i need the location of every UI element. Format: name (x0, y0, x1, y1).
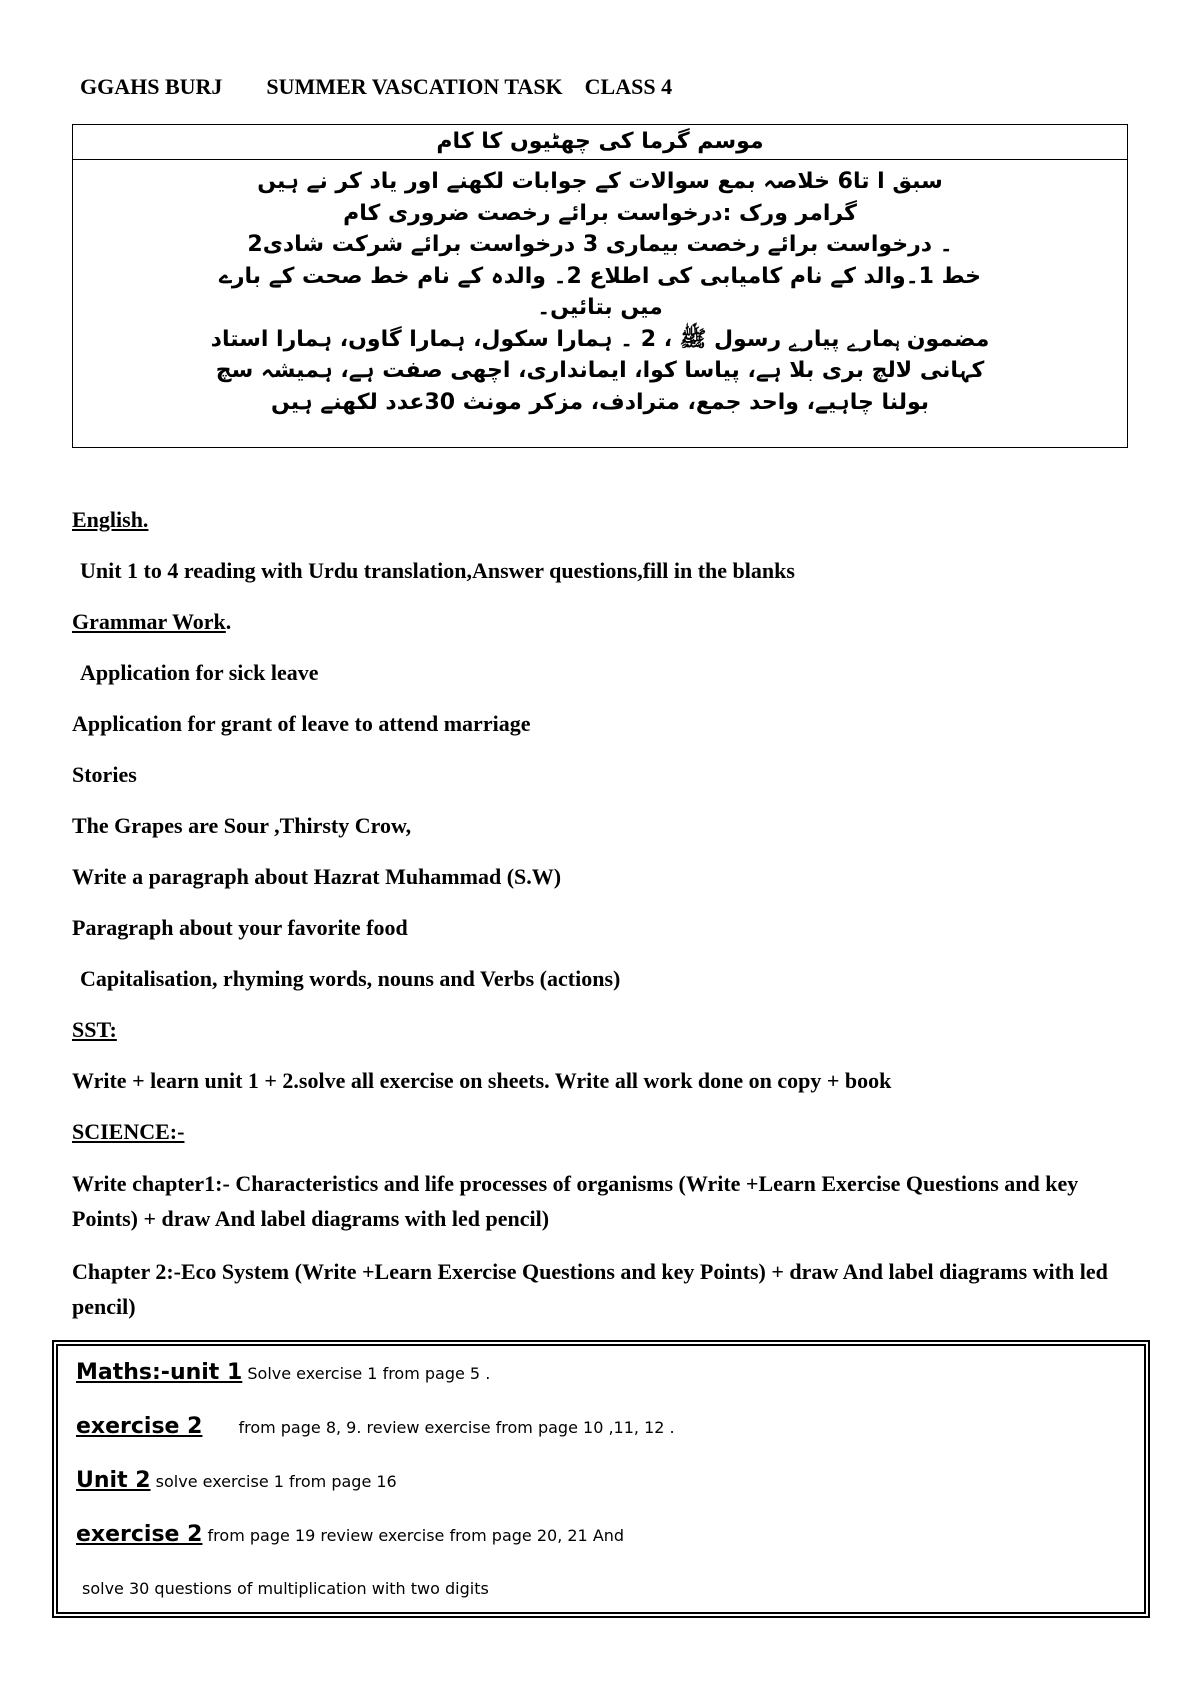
maths-row: solve 30 questions of multiplication with two digits (82, 1579, 489, 1598)
grammar-topics: Capitalisation, rhyming words, nouns and Verbs (actions) (80, 966, 621, 991)
grammar-heading: Grammar Work (72, 609, 226, 634)
stories-list: The Grapes are Sour ,Thirsty Crow, (72, 813, 412, 838)
urdu-line: ۔ درخواست برائے رخصت بیماری 3 درخواست برائے شرکت شادی2 (247, 232, 953, 257)
maths-row-text: from page 19 review exercise from page 20, 21 And (207, 1526, 625, 1545)
sst-heading: SST: (72, 1017, 117, 1042)
urdu-line: خط 1۔والد کے نام کامیابی کی اطلاع 2۔ والدہ کے نام خط صحت کے بارے (218, 263, 982, 289)
urdu-task-box (72, 124, 1128, 448)
urdu-line: بولنا چاہیے، واحد جمع، مترادف، مزکر مونث 30عدد لکھنے ہیں (270, 389, 930, 415)
urdu-box-body (73, 160, 1127, 418)
maths-row (76, 1464, 1126, 1518)
marriage-leave-item: Application for grant of leave to attend marriage (72, 711, 531, 736)
science-heading: SCIENCE:- (72, 1119, 185, 1144)
maths-row-text: Solve exercise 1 from page 5 . (247, 1364, 491, 1383)
urdu-line: گرامر ورک :درخواست برائے رخصت ضروری کام (343, 200, 857, 226)
maths-row-text: solve exercise 1 from page 16 (155, 1472, 397, 1491)
english-section (72, 503, 1142, 1342)
maths-exercise-label: exercise 2 (76, 1414, 203, 1439)
maths-row (76, 1410, 1126, 1464)
grammar-heading-line (72, 605, 1142, 656)
school-name: GGAHS BURJ (80, 74, 223, 99)
science-chapter-1: Write chapter1:- Characteristics and life processes of organisms (Write +Learn Exercise Questions and key Points) + draw And label diagrams with led pencil) (72, 1171, 1079, 1231)
science-chapter-2: Chapter 2:-Eco System (Write +Learn Exercise Questions and key Points) + draw And label diagrams with led pencil) (72, 1259, 1108, 1319)
sst-text: Write + learn unit 1 + 2.solve all exercise on sheets. Write all work done on copy + book (72, 1068, 892, 1093)
maths-row (76, 1356, 1126, 1410)
sick-leave-item: Application for sick leave (80, 660, 319, 685)
english-unit-line: Unit 1 to 4 reading with Urdu translation,Answer questions,fill in the blanks (80, 558, 795, 583)
maths-task-box (52, 1340, 1150, 1618)
urdu-line: مضمون ہمارے پیارے رسول ﷺ ، 2 ۔ ہمارا سکول، ہمارا گاوں، ہمارا استاد (210, 326, 990, 352)
task-title: SUMMER VASCATION TASK (266, 74, 563, 99)
maths-unit-1-label: Maths:-unit 1 (76, 1360, 243, 1385)
urdu-line: کہانی لالچ بری بلا ہے، پیاسا کوا، ایمانداری، اچھی صفت ہے، ہمیشہ سچ (215, 358, 985, 383)
document-header (80, 74, 672, 100)
paragraph-item-1: Write a paragraph about Hazrat Muhammad (S.W) (72, 864, 562, 889)
maths-exercise-label: exercise 2 (76, 1522, 203, 1547)
stories-heading: Stories (72, 762, 137, 787)
class-label: CLASS 4 (584, 74, 673, 99)
grammar-heading-dot: . (225, 609, 232, 634)
maths-row-text: from page 8, 9. review exercise from page 10 ,11, 12 . (238, 1418, 675, 1437)
urdu-box-title: موسم گرما کی چھٹیوں کا کام (73, 125, 1127, 160)
urdu-line: میں بتائیں۔ (537, 295, 663, 320)
urdu-line: سبق ا تا6 خلاصہ بمع سوالات کے جوابات لکھنے اور یاد کر نے ہیں (257, 169, 943, 194)
maths-unit-2-label: Unit 2 (76, 1468, 151, 1493)
maths-row (76, 1518, 1126, 1572)
paragraph-item-2: Paragraph about your favorite food (72, 915, 408, 940)
english-heading: English. (72, 507, 149, 532)
